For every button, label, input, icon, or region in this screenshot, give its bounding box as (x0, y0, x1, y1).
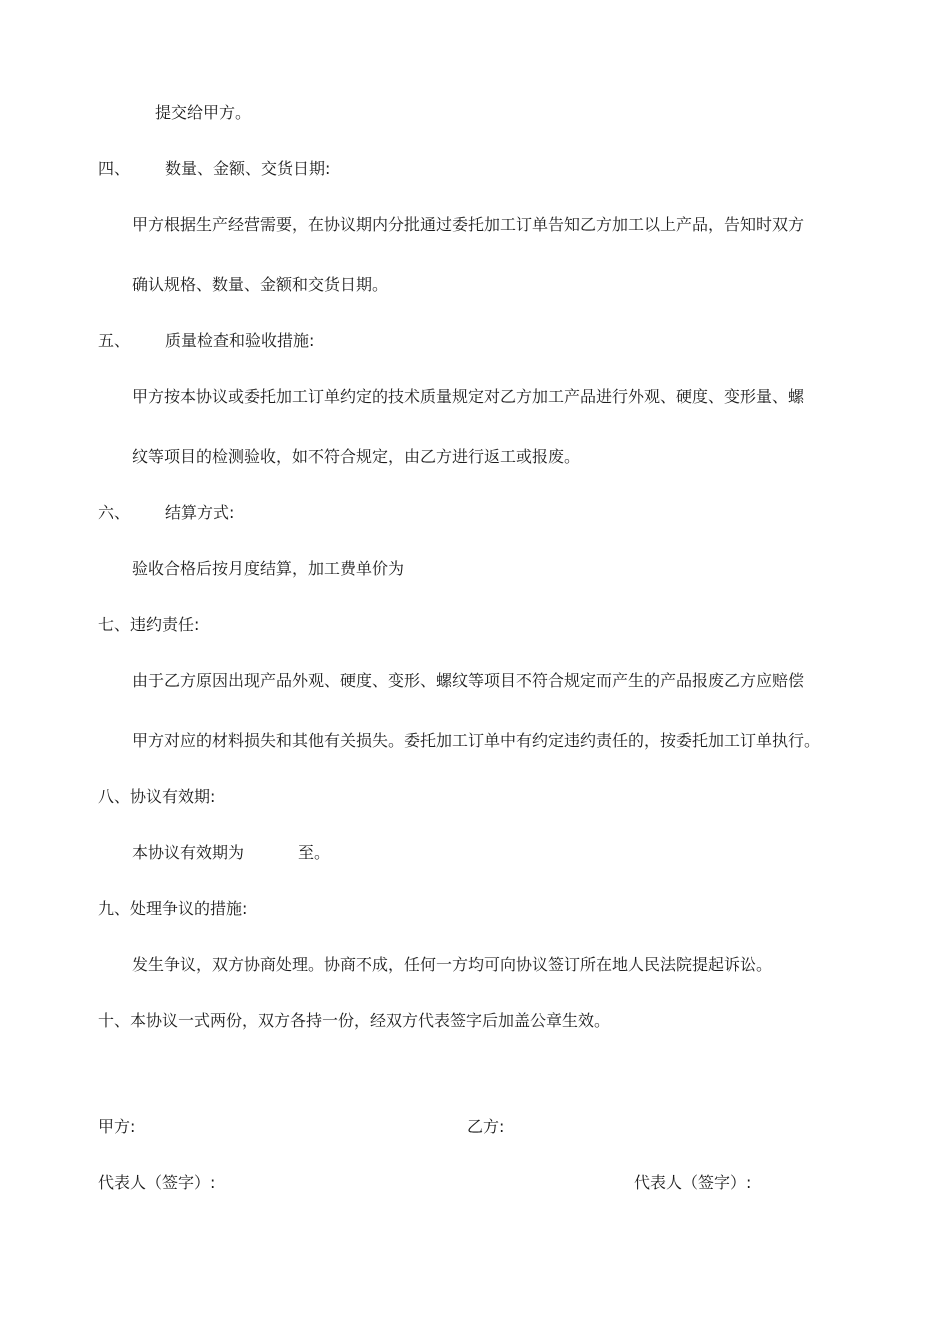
section-6-paragraph: 验收合格后按月度结算，加工费单价为 (132, 559, 405, 578)
section-5-paragraph-line-2: 纹等项目的检测验收，如不符合规定，由乙方进行返工或报废。 (132, 447, 581, 466)
party-a-representative-signature-label: 代表人（签字）: (98, 1173, 216, 1192)
section-8-title: 八、协议有效期: (98, 787, 216, 806)
section-5-number: 五、 (98, 331, 131, 350)
section-4-paragraph-line-2: 确认规格、数量、金额和交货日期。 (132, 275, 389, 294)
section-9-title: 九、处理争议的措施: (98, 899, 248, 918)
section-8-paragraph-start: 本协议有效期为 (132, 843, 245, 862)
section-6-title: 结算方式: (165, 503, 235, 522)
section-10-text: 十、本协议一式两份，双方各持一份，经双方代表签字后加盖公章生效。 (98, 1011, 611, 1030)
party-b-label: 乙方: (467, 1117, 505, 1136)
continuation-line: 提交给甲方。 (155, 103, 252, 122)
section-4-paragraph-line-1: 甲方根据生产经营需要，在协议期内分批通过委托加工订单告知乙方加工以上产品，告知时双方 (132, 215, 805, 234)
section-8-paragraph-end: 至。 (298, 843, 331, 862)
section-7-title: 七、违约责任: (98, 615, 200, 634)
section-6-number: 六、 (98, 503, 131, 522)
party-a-label: 甲方: (98, 1117, 136, 1136)
party-b-representative-signature-label: 代表人（签字）: (634, 1173, 752, 1192)
section-9-paragraph: 发生争议，双方协商处理。协商不成，任何一方均可向协议签订所在地人民法院提起诉讼。 (132, 955, 773, 974)
section-7-paragraph-line-2: 甲方对应的材料损失和其他有关损失。委托加工订单中有约定违约责任的，按委托加工订单执行。 (132, 731, 821, 750)
section-7-paragraph-line-1: 由于乙方原因出现产品外观、硬度、变形、螺纹等项目不符合规定而产生的产品报废乙方应赔偿 (132, 671, 805, 690)
section-4-title: 数量、金额、交货日期: (165, 159, 331, 178)
section-5-paragraph-line-1: 甲方按本协议或委托加工订单约定的技术质量规定对乙方加工产品进行外观、硬度、变形量、螺 (132, 387, 805, 406)
section-4-number: 四、 (98, 159, 131, 178)
section-5-title: 质量检查和验收措施: (165, 331, 315, 350)
